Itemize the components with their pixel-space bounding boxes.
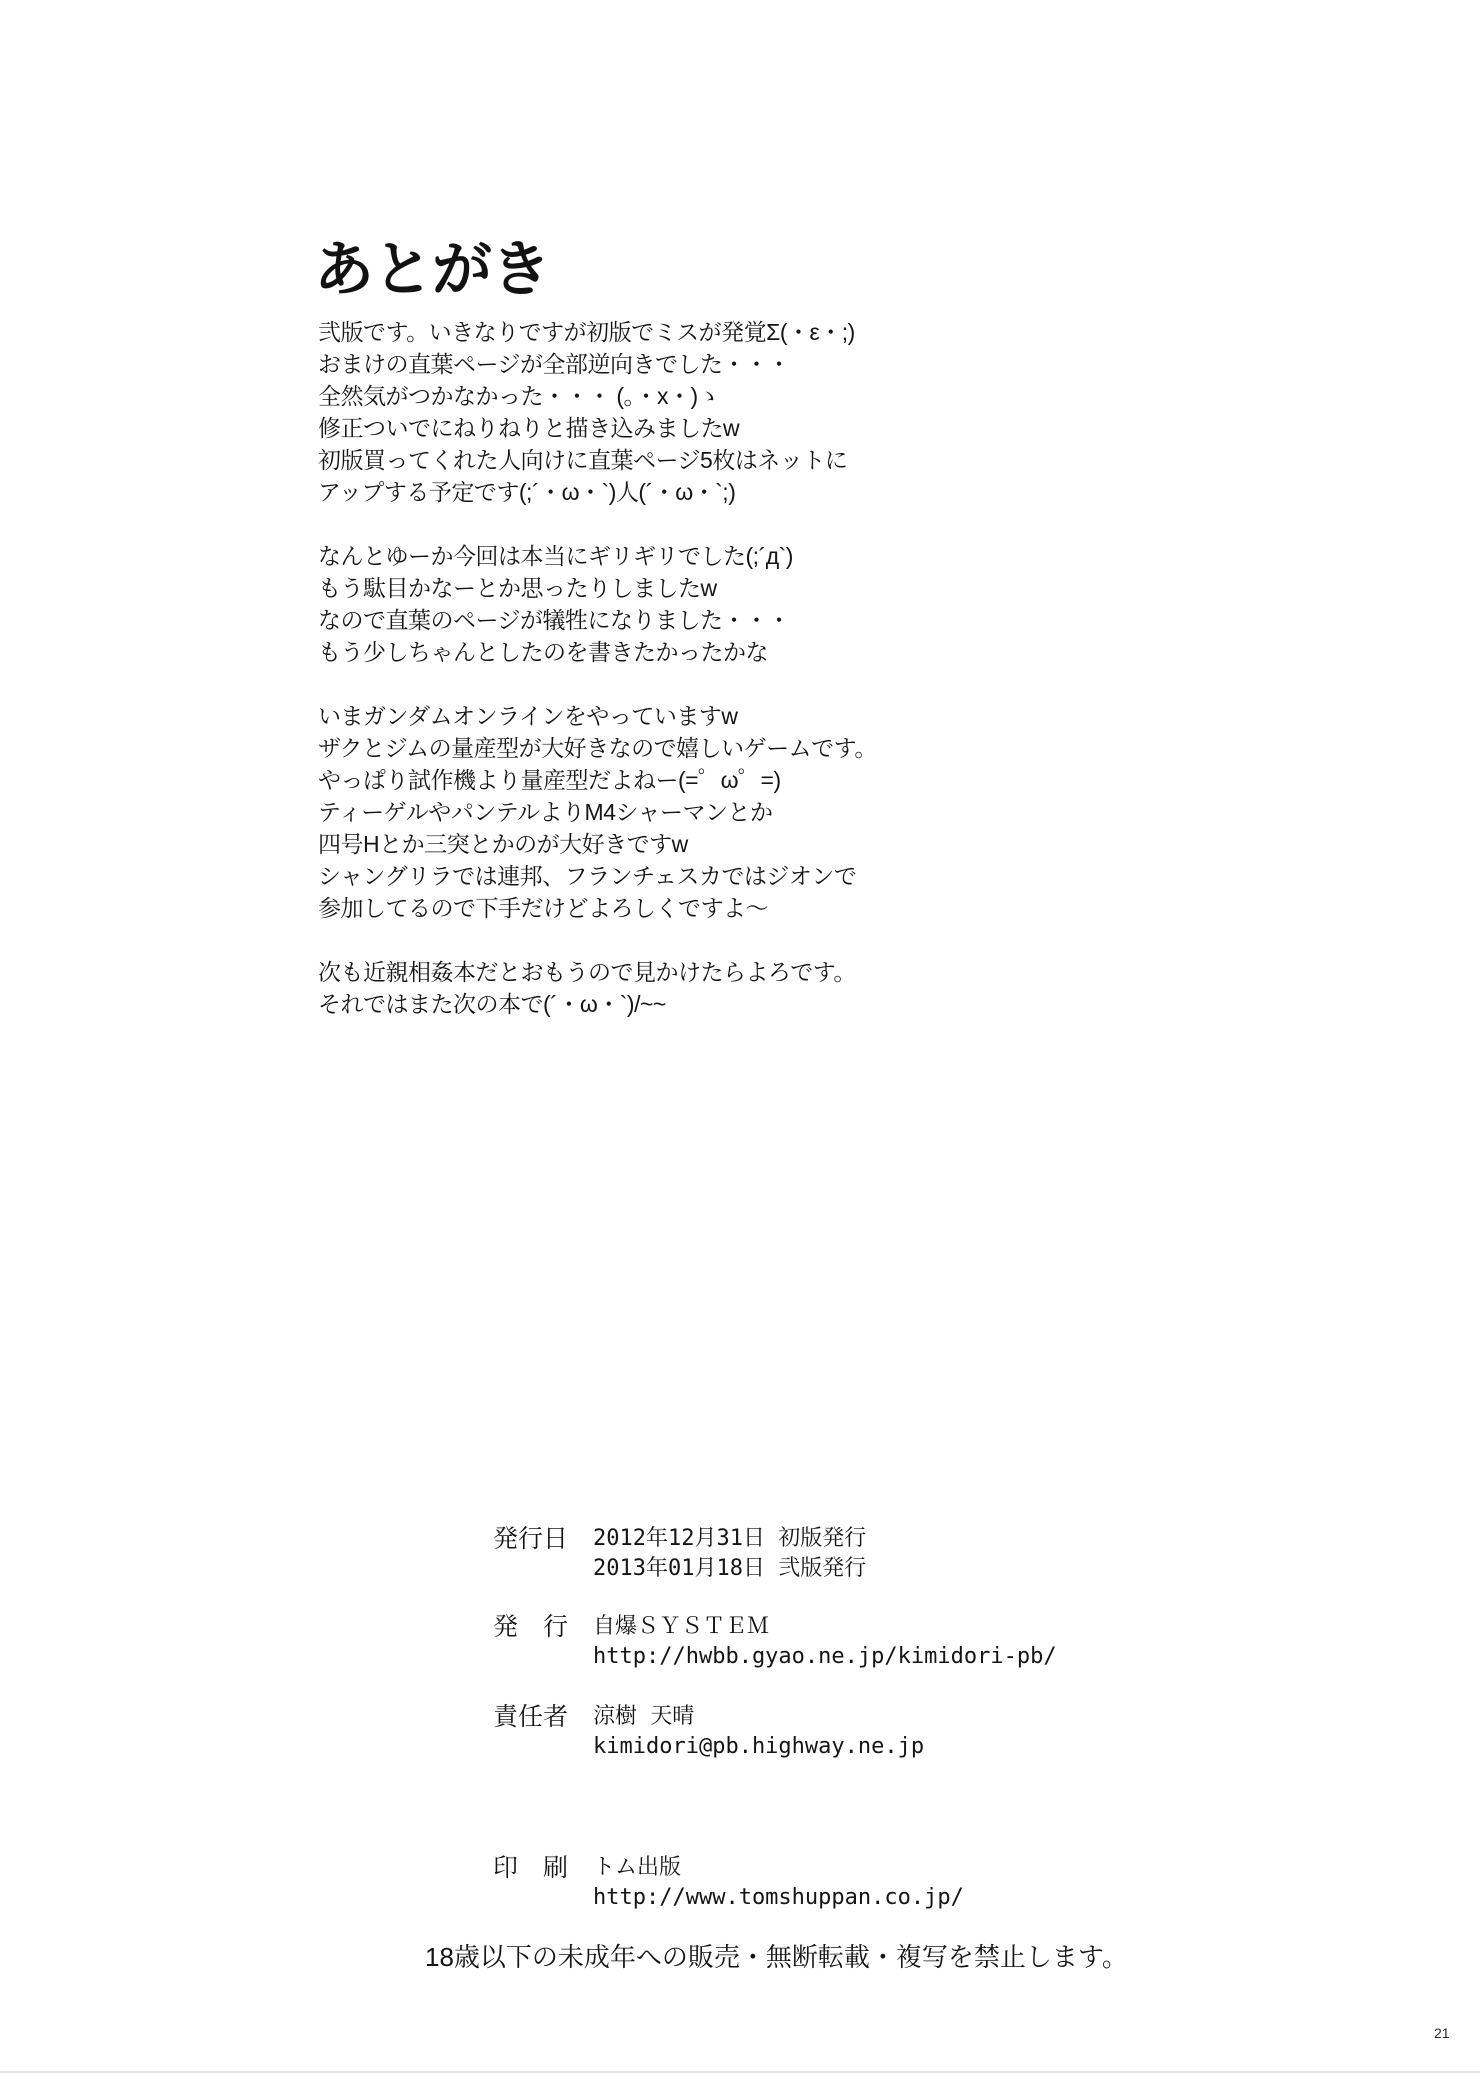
colophon-values <box>593 1853 964 1913</box>
afterword-line: シャングリラでは連邦、フランチェスカではジオンで <box>318 863 857 889</box>
afterword-line: 参加してるので下手だけどよろしくですよ～ <box>318 895 768 921</box>
colophon-row <box>493 1853 964 1913</box>
afterword-line: なんとゆーか今回は本当にギリギリでした(;´д`) <box>318 543 793 569</box>
afterword-line: やっぱり試作機より量産型だよねー(=゜ω゜=) <box>318 767 781 793</box>
colophon-row <box>493 1524 866 1584</box>
afterword-line <box>318 668 877 700</box>
afterword-title: あとがき <box>314 236 550 303</box>
colophon-value-line: 自爆ＳＹＳＴＥＭ <box>593 1614 770 1639</box>
afterword-line: それではまた次の本で(´・ω・`)/~~ <box>318 991 666 1017</box>
colophon-value-line: 2013年01月18日 弐版発行 <box>593 1556 867 1581</box>
afterword-line: アップする予定です(;´・ω・`)人(´・ω・`;) <box>318 479 736 505</box>
afterword-line: 初版買ってくれた人向けに直葉ページ5枚はネットに <box>318 447 848 473</box>
afterword-line: 四号Hとか三突とかのが大好きですw <box>318 831 688 857</box>
afterword-line: ザクとジムの量産型が大好きなので嬉しいゲームです。 <box>318 735 877 761</box>
colophon-row <box>493 1612 1057 1672</box>
colophon-label: 発行日 <box>493 1525 569 1553</box>
page-number: 21 <box>1434 2025 1450 2041</box>
afterword-line: 弐版です。いきなりですが初版でミスが発覚Σ(・ε・;) <box>318 319 855 345</box>
afterword-line: もう駄目かなーとか思ったりしましたw <box>318 575 717 601</box>
colophon-value-line: http://hwbb.gyao.ne.jp/kimidori-pb/ <box>593 1644 1057 1669</box>
afterword-line: おまけの直葉ページが全部逆向きでした・・・ <box>318 351 791 377</box>
colophon-row <box>493 1702 924 1762</box>
afterword-line: もう少しちゃんとしたのを書きたかったかな <box>318 639 768 665</box>
afterword-line: ティーゲルやパンテルよりM4シャーマンとか <box>318 799 773 825</box>
afterword-line: 修正ついでにねりねりと描き込みましたw <box>318 415 740 441</box>
colophon-value-line: 涼樹 天晴 <box>593 1704 695 1729</box>
age-restriction-notice: 18歳以下の未成年への販売・無断転載・複写を禁止します。 <box>425 1942 1128 1972</box>
afterword-line <box>318 508 877 540</box>
afterword-text <box>318 316 877 1020</box>
afterword-line: 全然気がつかなかった・・・ (。・x・)ゝ <box>318 383 721 409</box>
afterword-line: いまガンダムオンラインをやっていますw <box>318 703 738 729</box>
afterword-line: 次も近親相姦本だとおもうので見かけたらよろです。 <box>318 959 856 985</box>
colophon-values <box>593 1702 924 1762</box>
colophon-values <box>593 1524 866 1584</box>
afterword-line <box>318 924 877 956</box>
colophon-value-line: http://www.tomshuppan.co.jp/ <box>593 1885 964 1910</box>
colophon-label: 印 刷 <box>493 1854 569 1882</box>
colophon-label: 発 行 <box>493 1613 569 1641</box>
afterword-line: なので直葉のページが犠牲になりました・・・ <box>318 607 791 633</box>
colophon-values <box>593 1612 1057 1672</box>
colophon-value-line: トム出版 <box>593 1855 682 1880</box>
colophon-label: 責任者 <box>493 1703 569 1731</box>
colophon-value-line: kimidori@pb.highway.ne.jp <box>593 1734 925 1759</box>
colophon-value-line: 2012年12月31日 初版発行 <box>593 1526 867 1551</box>
